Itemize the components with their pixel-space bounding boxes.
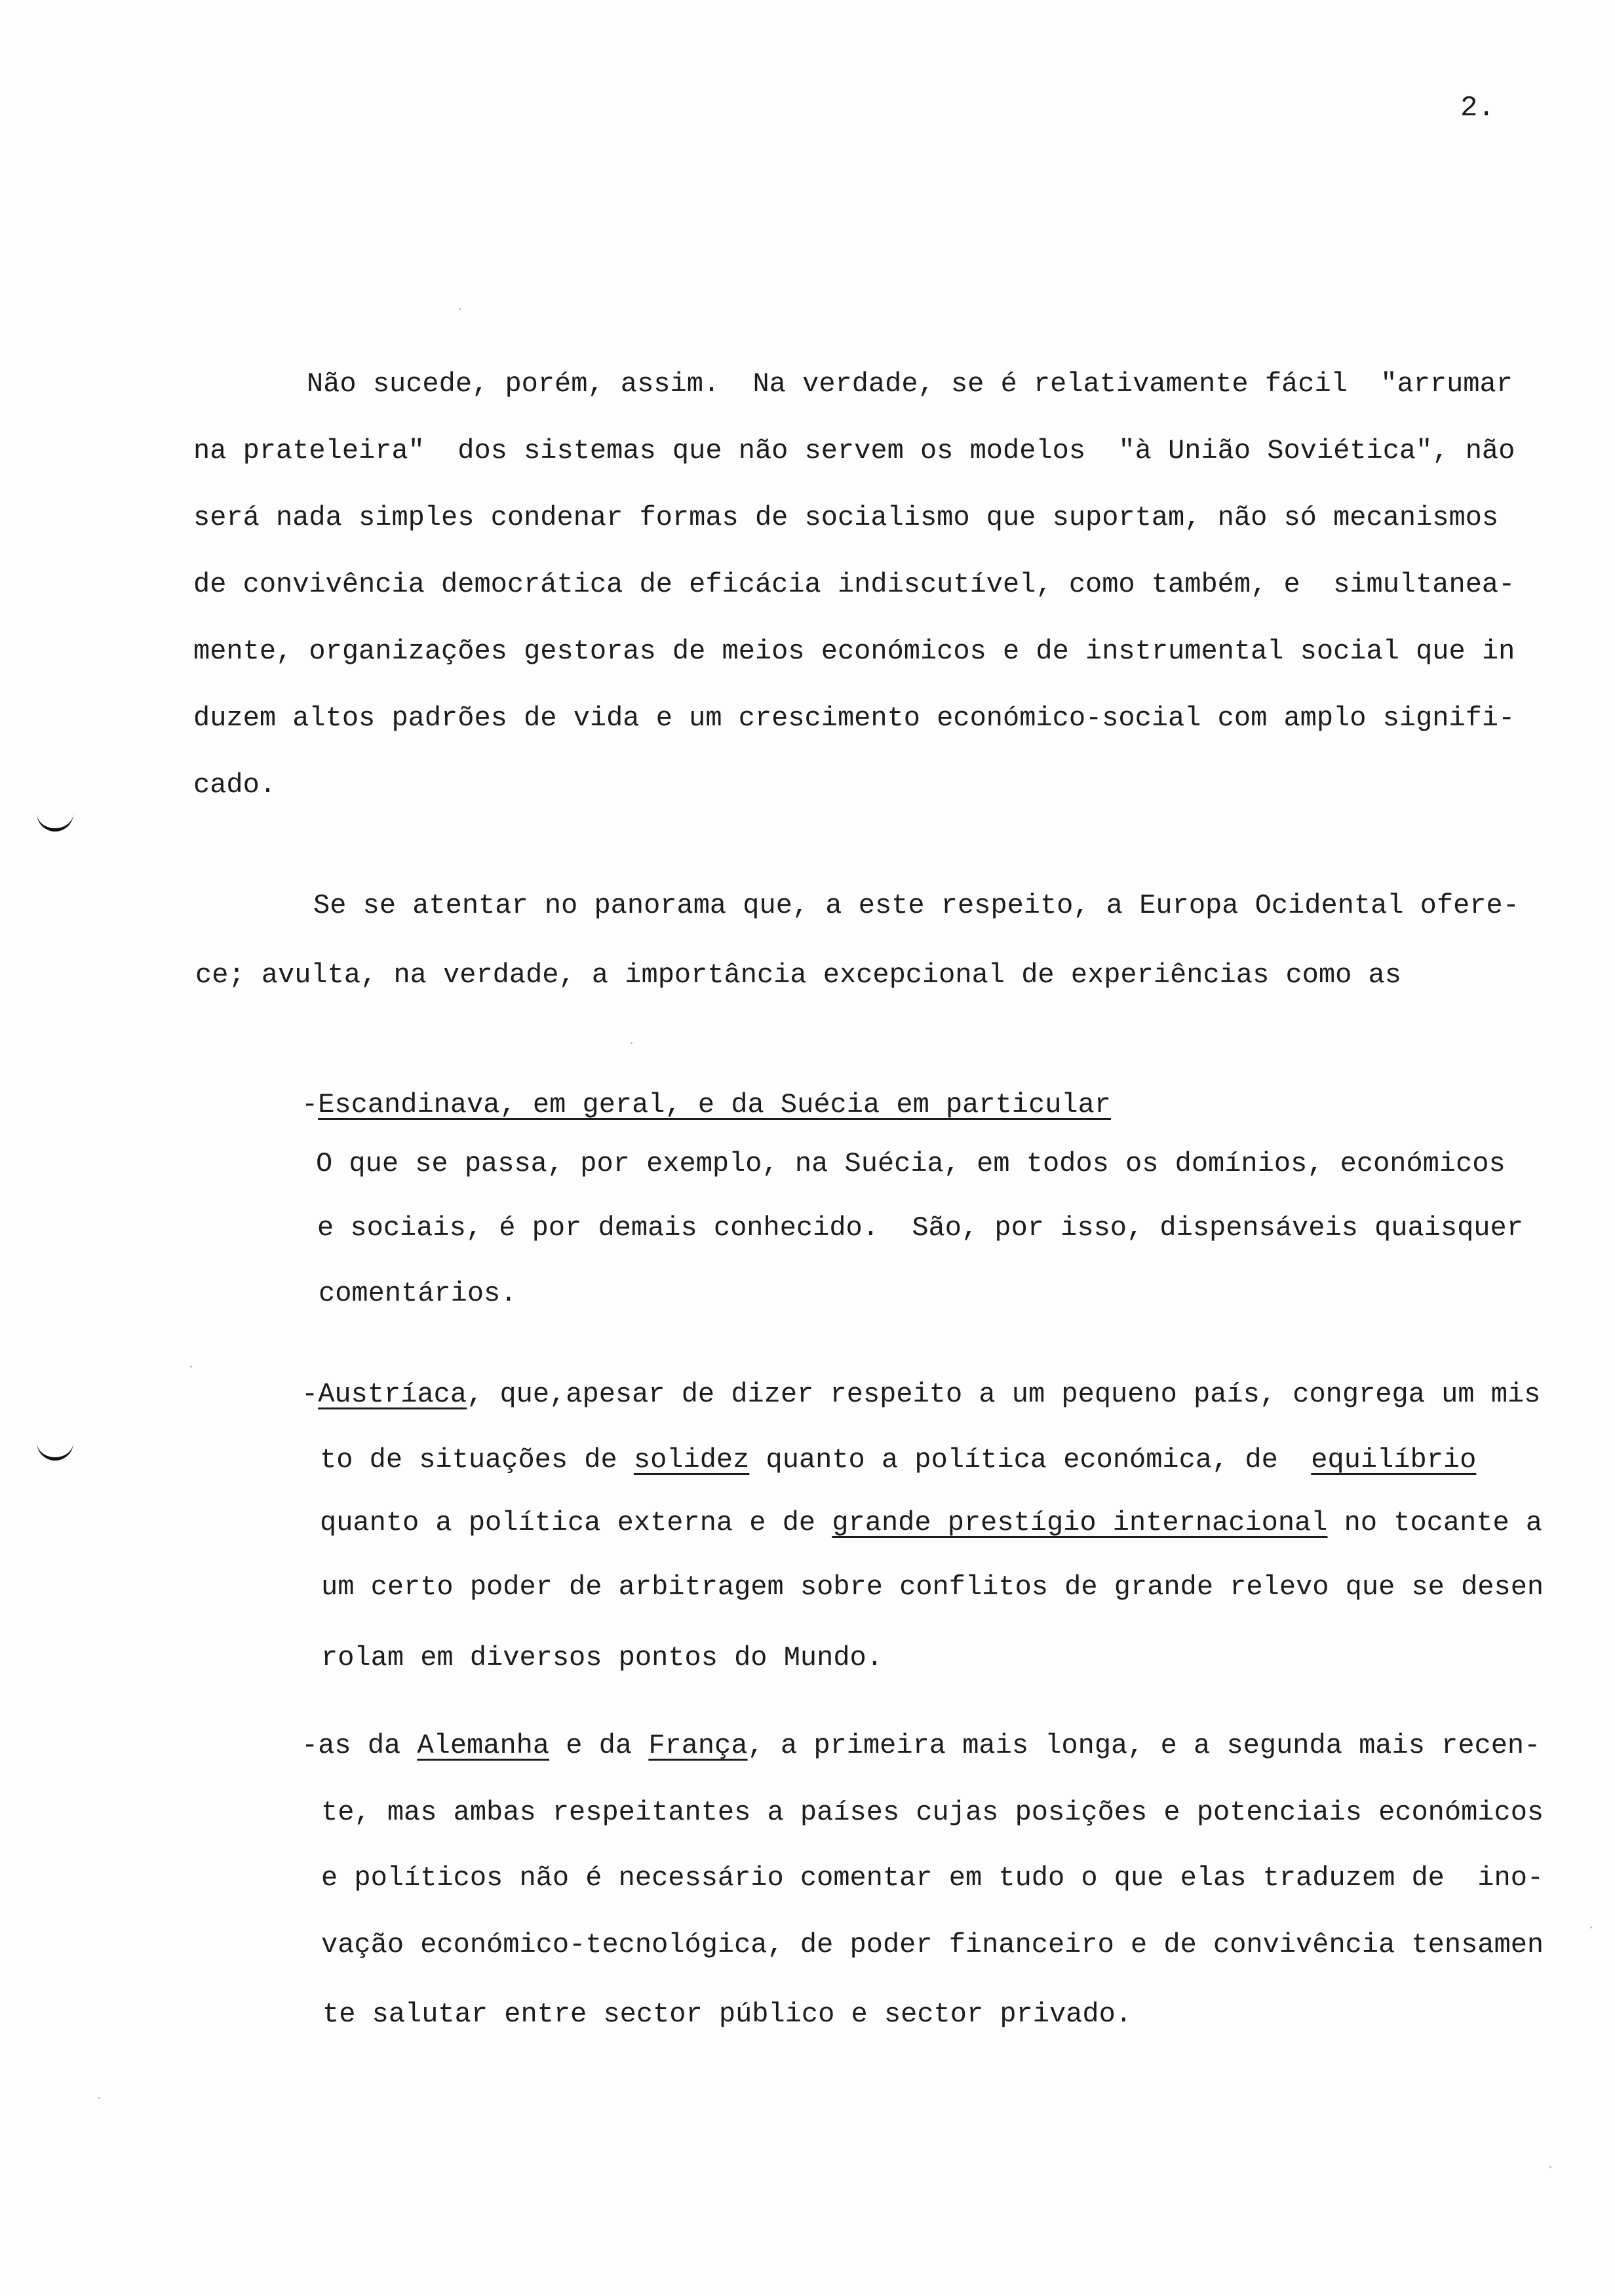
item-heading xyxy=(302,1089,1111,1120)
scan-speck xyxy=(631,1042,632,1044)
punch-hole-mark xyxy=(37,1439,73,1461)
text-span: , a primeira mais longa, e a segunda mais recen- xyxy=(747,1730,1541,1761)
text-span: , que,apesar de dizer respeito a um pequeno país, congrega um mis xyxy=(467,1379,1541,1410)
item-title: Escandinava, em geral, e da Suécia em particular xyxy=(318,1089,1112,1120)
scan-speck xyxy=(459,308,461,310)
text-line: cado. xyxy=(193,769,277,801)
text-line: vação económico-tecnológica, de poder financeiro e de convivência tensamen xyxy=(321,1929,1544,1961)
text-line: e políticos não é necessário comentar em tudo o que elas traduzem de ino- xyxy=(321,1862,1544,1894)
punch-hole-mark xyxy=(37,810,73,832)
underlined-term: grande prestígio internacional xyxy=(832,1507,1328,1539)
text-line: ce; avulta, na verdade, a importância excepcional de experiências como as xyxy=(195,959,1401,991)
text-line: duzem altos padrões de vida e um crescimento económico-social com amplo signifi- xyxy=(193,702,1515,734)
text-span: e da xyxy=(549,1730,649,1761)
scan-speck xyxy=(98,2097,100,2099)
underlined-term: solidez xyxy=(633,1444,750,1476)
item-title: Austríaca xyxy=(318,1379,467,1410)
text-span: no tocante a xyxy=(1327,1507,1543,1539)
scan-speck xyxy=(1549,2166,1551,2168)
underlined-term: Alemanha xyxy=(417,1730,550,1761)
text-line: de convivência democrática de eficácia indiscutível, como também, e simultanea- xyxy=(193,569,1515,600)
text-line: na prateleira" dos sistemas que não servem os modelos "à União Soviética", não xyxy=(193,435,1515,467)
text-line: rolam em diversos pontos do Mundo. xyxy=(321,1642,883,1674)
text-line: será nada simples condenar formas de socialismo que suportam, não só mecanismos xyxy=(193,502,1499,533)
underlined-term: equilíbrio xyxy=(1311,1444,1477,1476)
item-dash: - xyxy=(302,1089,319,1120)
text-line: mente, organizações gestoras de meios económicos e de instrumental social que in xyxy=(193,636,1515,667)
text-line: comentários. xyxy=(319,1278,517,1309)
text-line: Não sucede, porém, assim. Na verdade, se é relativamente fácil "arrumar xyxy=(307,368,1513,400)
text-span: -as da xyxy=(302,1730,418,1761)
text-line xyxy=(320,1507,1542,1539)
page-number: 2. xyxy=(1460,92,1495,124)
text-line xyxy=(320,1444,1476,1476)
text-line: O que se passa, por exemplo, na Suécia, em todos os domínios, económicos xyxy=(316,1148,1506,1179)
text-line: e sociais, é por demais conhecido. São, por isso, dispensáveis quaisquer xyxy=(317,1212,1523,1244)
text-line xyxy=(302,1379,1540,1410)
text-line: um certo poder de arbitragem sobre conflitos de grande relevo que se desen xyxy=(321,1571,1544,1603)
scan-speck xyxy=(190,1366,192,1368)
text-span: quanto a política económica, de xyxy=(749,1444,1312,1476)
text-line: Se se atentar no panorama que, a este respeito, a Europa Ocidental ofere- xyxy=(313,890,1519,921)
text-line: te, mas ambas respeitantes a países cujas posições e potenciais económicos xyxy=(321,1797,1544,1828)
text-span: to de situações de xyxy=(320,1444,634,1476)
text-span: quanto a política externa e de xyxy=(320,1507,832,1539)
text-line xyxy=(302,1730,1540,1761)
scan-speck xyxy=(1590,1926,1592,1928)
text-line: te salutar entre sector público e sector privado. xyxy=(322,1999,1133,2030)
underlined-term: França xyxy=(648,1730,748,1761)
item-dash: - xyxy=(302,1379,319,1410)
